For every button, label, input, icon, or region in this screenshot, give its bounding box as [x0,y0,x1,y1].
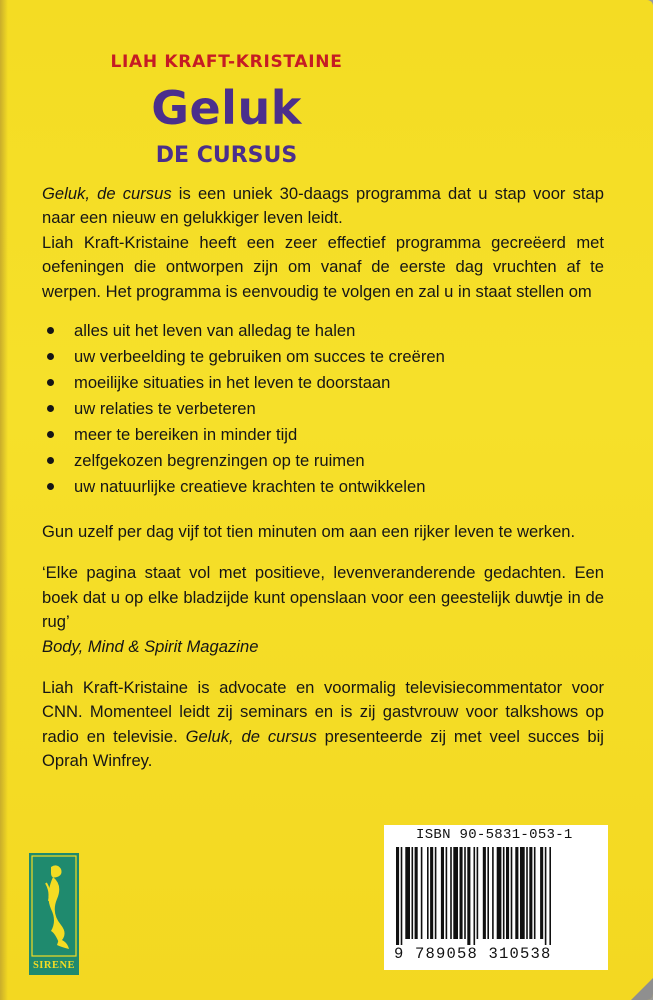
list-item: uw natuurlijke creatieve krachten te ontwikkelen [42,474,604,500]
barcode-panel [384,825,608,970]
barcode-bar [534,847,536,939]
review-source: Body, Mind & Spirit Magazine [42,636,259,656]
barcode-bar [492,847,494,939]
barcode-bar [412,847,414,939]
barcode-bar [450,847,452,939]
intro-paragraph-2: Liah Kraft-Kristaine heeft een zeer effectief programma gecreëerd met oefeningen die ontworpen zijn om vanaf de eerste dag vruchten af te werpen. Het programma is eenvoudig te volgen en zal u in staat stellen om [42,232,604,301]
list-item: zelfgekozen begrenzingen op te ruimen [42,448,604,474]
barcode-icon [390,847,602,945]
barcode-bar [529,847,532,939]
barcode-bar [464,847,466,939]
bullet-icon [47,353,54,360]
barcode-bar [430,847,433,939]
book-title: Geluk [151,81,302,135]
book-subtitle: DE CURSUS [155,143,298,168]
worn-corner [631,978,653,1000]
barcode-bar [497,847,502,939]
list-item: moeilijke situaties in het leven te doorstaan [42,370,604,396]
barcode-bar [460,847,463,939]
list-item: meer te bereiken in minder tijd [42,422,604,448]
barcode-bar [540,847,543,939]
publisher-name: SIRENE [32,960,76,971]
ean-number: 9 789058 310538 [394,945,552,963]
barcode-bar [511,847,513,939]
intro-paragraph-1 [42,182,604,231]
barcode-bar [415,847,418,939]
bio-title-italic: Geluk, de cursus [185,726,317,746]
barcode-bar [441,847,444,939]
isbn-number: ISBN 90-5831-053-1 [416,827,573,843]
benefit-list [42,318,604,500]
barcode-bar [405,847,410,939]
mermaid-icon [29,853,79,975]
list-item: uw verbeelding te gebruiken om succes te creëren [42,344,604,370]
list-item: alles uit het leven van alledag te halen [42,318,604,344]
bullet-icon [47,431,54,438]
bullet-icon [47,457,54,464]
intro-title-italic-2: , de cursus [85,184,172,203]
blurb-text [42,182,604,774]
barcode-bar [401,847,403,945]
barcode-bar [477,847,479,939]
barcode-bar [545,847,547,945]
barcode-bar [396,847,399,945]
author-bio [42,676,604,774]
barcode-bar [427,847,429,939]
barcode-bar [446,847,448,939]
author-name: LIAH KRAFT-KRISTAINE [110,52,343,72]
intro-text-1: is een uniek 30-daags programma dat u stap voor stap naar een nieuw en gelukkiger leven leidt. [42,184,604,228]
barcode-bar [487,847,489,939]
barcode-bar [421,847,423,939]
barcode-bar [506,847,509,939]
publisher-logo [29,853,79,975]
barcode-bar [526,847,528,939]
barcode-bar [453,847,458,939]
bullet-icon [47,379,54,386]
barcode-bar [435,847,437,939]
list-item: uw relaties te verbeteren [42,396,604,422]
bio-text-1: Liah Kraft-Kristaine is advocate en voormalig televisiecommentator voor CNN. Momenteel leidt zij seminars en is zij gastvrouw voor talkshows op radio en televisie. [42,678,604,746]
barcode-bar [483,847,486,939]
barcode-bar [515,847,518,939]
review-quote: ‘Elke pagina staat vol met positieve, levenveranderende gedachten. Een boek dat u op elke bladzijde kunt openslaan voor een geestelijk duwtje in de rug’ [42,563,604,632]
bio-text-2: presenteerde zij met veel succes bij Oprah Winfrey. [42,726,604,771]
advice-paragraph: Gun uzelf per dag vijf tot tien minuten om aan een rijker leven te werken. [42,522,576,542]
barcode-bar [467,847,470,945]
barcode-bar [520,847,525,939]
bullet-icon [47,483,54,490]
barcode-bar [549,847,551,945]
bullet-icon [47,327,54,334]
barcode-bar [503,847,505,939]
barcode-bar [474,847,476,945]
bullet-icon [47,405,54,412]
intro-title-italic: Geluk [42,184,86,203]
